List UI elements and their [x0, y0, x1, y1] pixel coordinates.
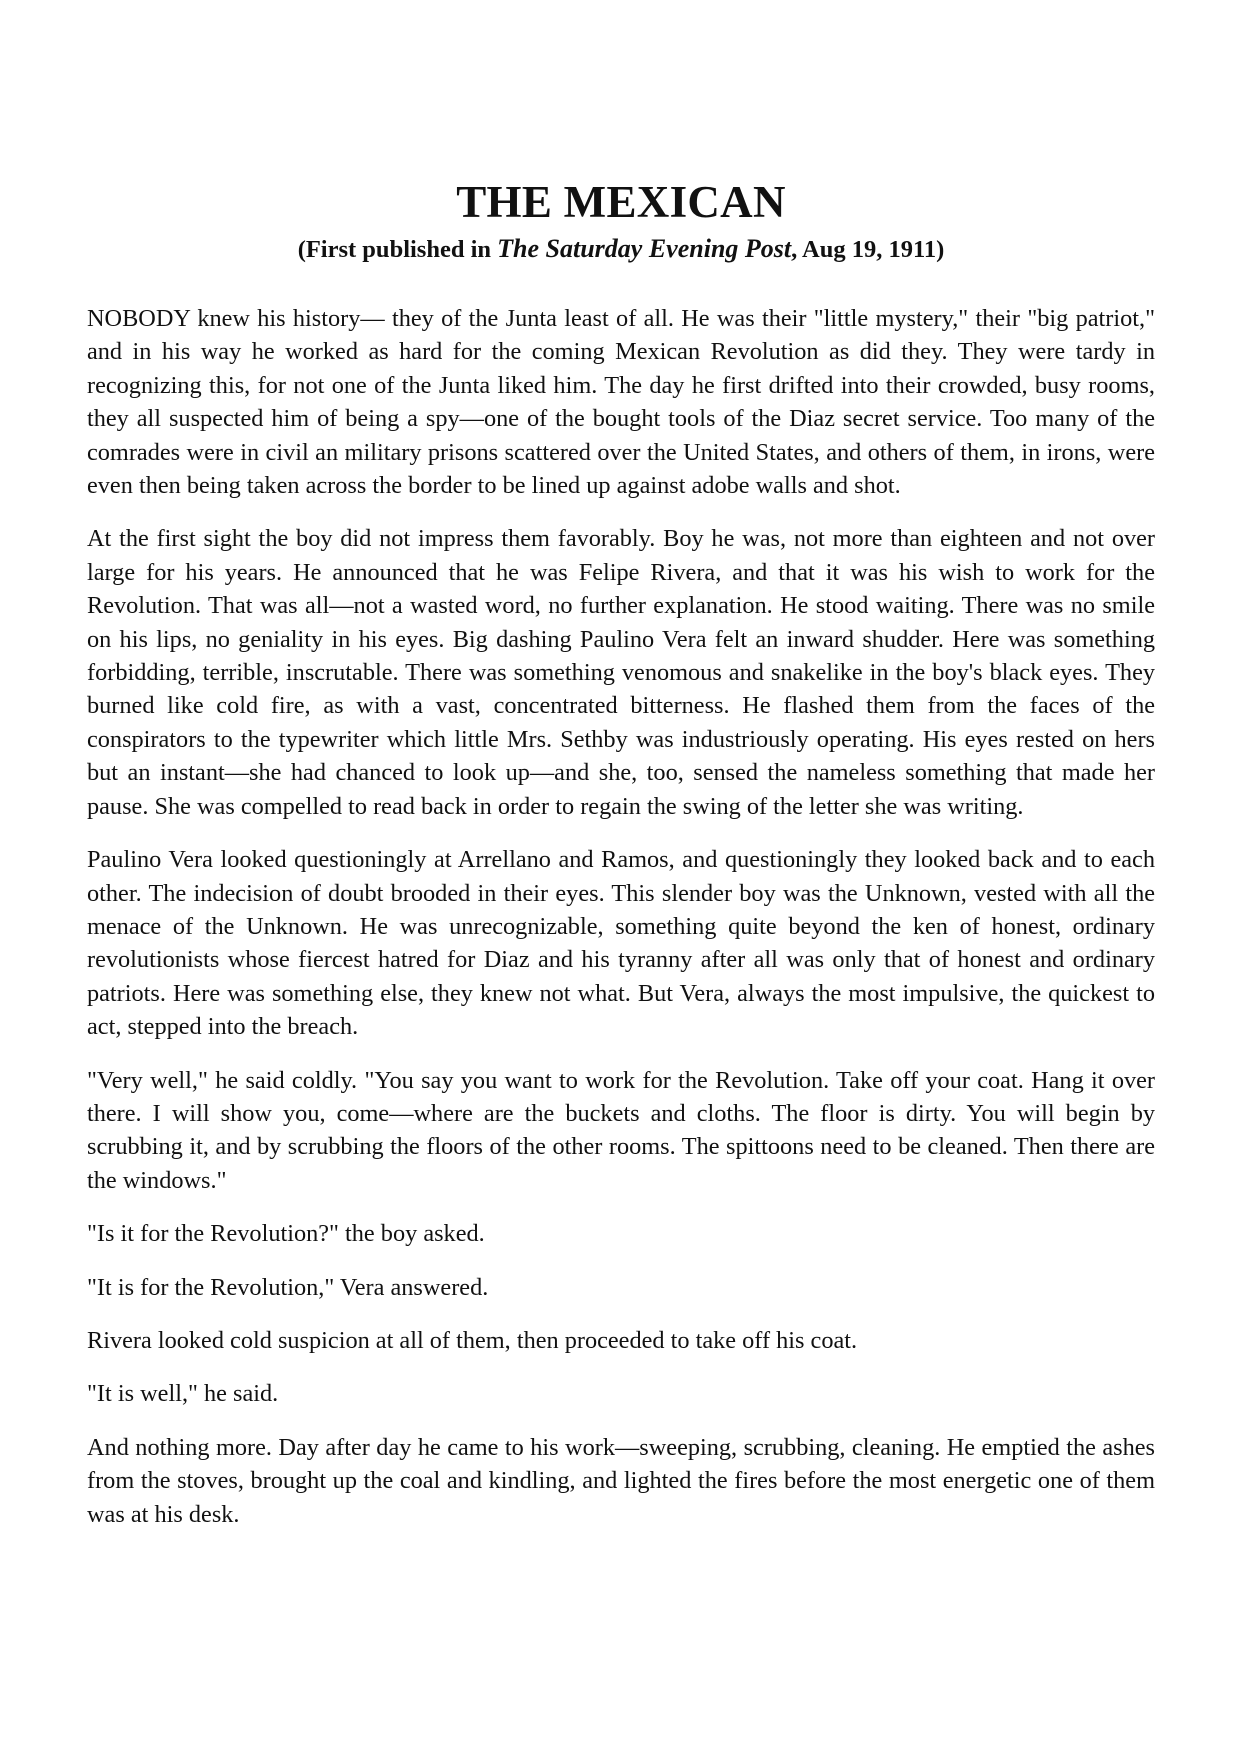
document-title: THE MEXICAN	[456, 177, 786, 227]
publication-title: The Saturday Evening Post	[497, 234, 792, 263]
document-subtitle	[0, 232, 1242, 267]
paragraph: At the first sight the boy did not impress them favorably. Boy he was, not more than eighteen and not over large for his years. He announced that he was Felipe Rivera, and that it was his wish to work for the Revolution. That was all—not a wasted word, no further explanation. He stood waiting. There was no smile on his lips, no geniality in his eyes. Big dashing Paulino Vera felt an inward shudder. Here was something forbidding, terrible, inscrutable. There was something venomous and snakelike in the boy's black eyes. They burned like cold fire, as with a vast, concentrated bitterness. He flashed them from the faces of the conspirators to the typewriter which little Mrs. Sethby was industriously operating. His eyes rested on hers but an instant—she had chanced to look up—and she, too, sensed the nameless something that made her pause. She was compelled to read back in order to regain the swing of the letter she was writing.	[87, 525, 1155, 820]
paragraph: "It is well," he said.	[87, 1380, 279, 1408]
paragraph: NOBODY knew his history— they of the Junta least of all. He was their "little mystery," their "big patriot," and in his way he worked as hard for the coming Mexican Revolution as did they. They were tardy in recognizing this, for not one of the Junta liked him. The day he first drifted into their crowded, busy rooms, they all suspected him of being a spy—one of the bought tools of the Diaz secret service. Too many of the comrades were in civil an military prisons scattered over the United States, and others of them, in irons, were even then being taken across the border to be lined up against adobe walls and shot.	[87, 305, 1155, 500]
paragraph: "Is it for the Revolution?" the boy asked.	[87, 1220, 485, 1248]
paragraph: "It is for the Revolution," Vera answered.	[87, 1273, 489, 1301]
paragraph: "Very well," he said coldly. "You say you want to work for the Revolution. Take off your coat. Hang it over there. I will show you, come—where are the buckets and cloths. The floor is dirty. You will begin by scrubbing it, and by scrubbing the floors of the other rooms. The spittoons need to be cleaned. Then there are the windows."	[87, 1066, 1155, 1194]
subtitle-prefix: (First published in	[297, 236, 498, 263]
subtitle-suffix: , Aug 19, 1911)	[791, 236, 945, 263]
paragraph: Rivera looked cold suspicion at all of them, then proceeded to take off his coat.	[87, 1326, 858, 1354]
paragraph: And nothing more. Day after day he came to his work—sweeping, scrubbing, cleaning. He emptied the ashes from the stoves, brought up the coal and kindling, and lighted the fires before the most energetic one of them was at his desk.	[87, 1433, 1155, 1528]
paragraph: Paulino Vera looked questioningly at Arrellano and Ramos, and questioningly they looked back and to each other. The indecision of doubt brooded in their eyes. This slender boy was the Unknown, vested with all the menace of the Unknown. He was unrecognizable, something quite beyond the ken of honest, ordinary revolutionists whose fiercest hatred for Diaz and his tyranny after all was only that of honest and ordinary patriots. Here was something else, they knew not what. But Vera, always the most impulsive, the quickest to act, stepped into the breach.	[87, 846, 1155, 1041]
story-body	[87, 302, 1155, 1551]
